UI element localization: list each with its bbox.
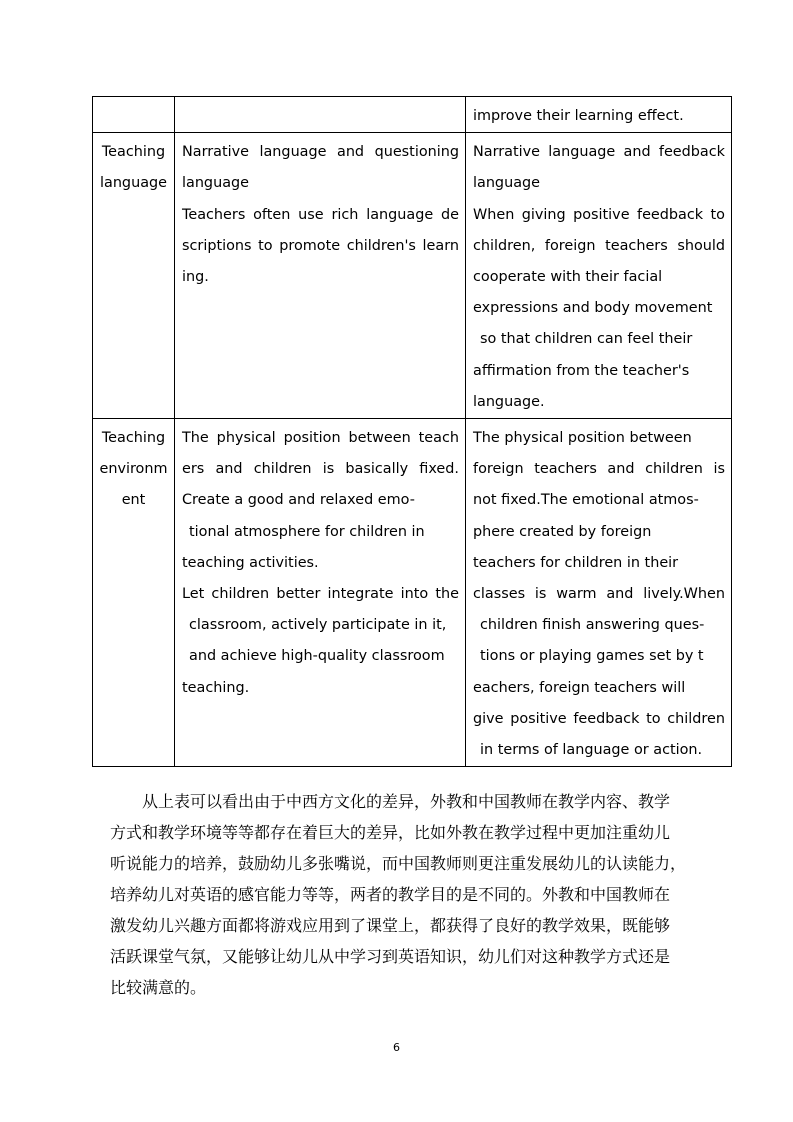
cell-line: classes is warm and lively.When (473, 586, 725, 603)
table-row (93, 97, 732, 133)
paragraph-line: 活跃课堂气氛，又能够让幼儿从中学习到英语知识，幼儿们对这种教学方式还是 (110, 947, 671, 966)
category-cell (93, 419, 175, 767)
chinese-teacher-cell (175, 133, 466, 419)
cell-line: Teachers often use rich language de (182, 206, 459, 223)
cell-line: expressions and body movement (473, 300, 713, 317)
cell-line: not fixed.The emotional atmos- (473, 492, 699, 509)
cell-line: and achieve high-quality classroom (189, 648, 445, 665)
cell-line: give positive feedback to children (473, 710, 725, 727)
cell-line: The physical position between (473, 430, 692, 447)
cell-line: Create a good and relaxed emo- (182, 492, 415, 509)
cell-line: The physical position between teach (182, 430, 459, 447)
cell-line: Narrative language and questioning (182, 144, 459, 161)
cell-line: language (182, 175, 249, 192)
foreign-teacher-cell (466, 133, 732, 419)
table-row (93, 419, 732, 767)
category-label: ent (121, 492, 146, 509)
category-label: language (100, 175, 167, 192)
paragraph-line: 比较满意的。 (110, 978, 207, 997)
category-label: Teaching (101, 430, 166, 447)
cell-line: phere created by foreign (473, 523, 652, 540)
cell-line: language. (473, 393, 545, 410)
comparison-table (92, 96, 732, 767)
cell-line: When giving positive feedback to (473, 206, 725, 223)
chinese-teacher-cell (175, 419, 466, 767)
table-row (93, 133, 732, 419)
cell-line: so that children can feel their (480, 331, 693, 348)
cell-line: classroom, actively participate in it, (189, 617, 447, 634)
cell-line: teachers for children in their (473, 554, 679, 571)
cell-line: teaching. (182, 679, 250, 696)
category-cell (93, 133, 175, 419)
paragraph-line: 方式和教学环境等等都存在着巨大的差异，比如外教在教学过程中更加注重幼儿 (110, 823, 671, 842)
cell-line: Narrative language and feedback (473, 144, 725, 161)
cell-line: affirmation from the teacher's (473, 362, 690, 379)
foreign-teacher-cell (466, 419, 732, 767)
cell-line: in terms of language or action. (480, 742, 703, 759)
cell-line: foreign teachers and children is (473, 461, 725, 478)
cell-line: cooperate with their facial (473, 269, 663, 286)
cell-line: tional atmosphere for children in (189, 523, 425, 540)
body-paragraph (110, 786, 687, 1003)
category-cell (93, 97, 175, 133)
cell-line: improve their learning effect. (473, 108, 684, 124)
cell-line: scriptions to promote children's learn (182, 237, 459, 254)
paragraph-line: 培养幼儿对英语的感官能力等等，两者的教学目的是不同的。外教和中国教师在 (110, 885, 671, 904)
cell-line: children, foreign teachers should (473, 237, 725, 254)
cell-line: tions or playing games set by t (480, 648, 704, 665)
foreign-teacher-cell (466, 97, 732, 133)
cell-line: teaching activities. (182, 554, 319, 571)
cell-line: ing. (182, 269, 209, 286)
paragraph-line: 从上表可以看出由于中西方文化的差异，外教和中国教师在教学内容、教学 (142, 792, 671, 811)
cell-line: Let children better integrate into the (182, 586, 459, 603)
cell-line: eachers, foreign teachers will (473, 679, 686, 696)
paragraph-line: 激发幼儿兴趣方面都将游戏应用到了课堂上，都获得了良好的教学效果，既能够 (110, 916, 671, 935)
cell-line: language (473, 175, 540, 192)
category-label: environm (99, 461, 168, 478)
paragraph-line: 听说能力的培养，鼓励幼儿多张嘴说，而中国教师则更注重发展幼儿的认读能力， (110, 854, 687, 873)
page-number: 6 (393, 1041, 400, 1054)
chinese-teacher-cell (175, 97, 466, 133)
category-label: Teaching (101, 144, 166, 161)
cell-line: ers and children is basically fixed. (182, 461, 459, 478)
cell-line: children finish answering ques- (480, 617, 705, 634)
